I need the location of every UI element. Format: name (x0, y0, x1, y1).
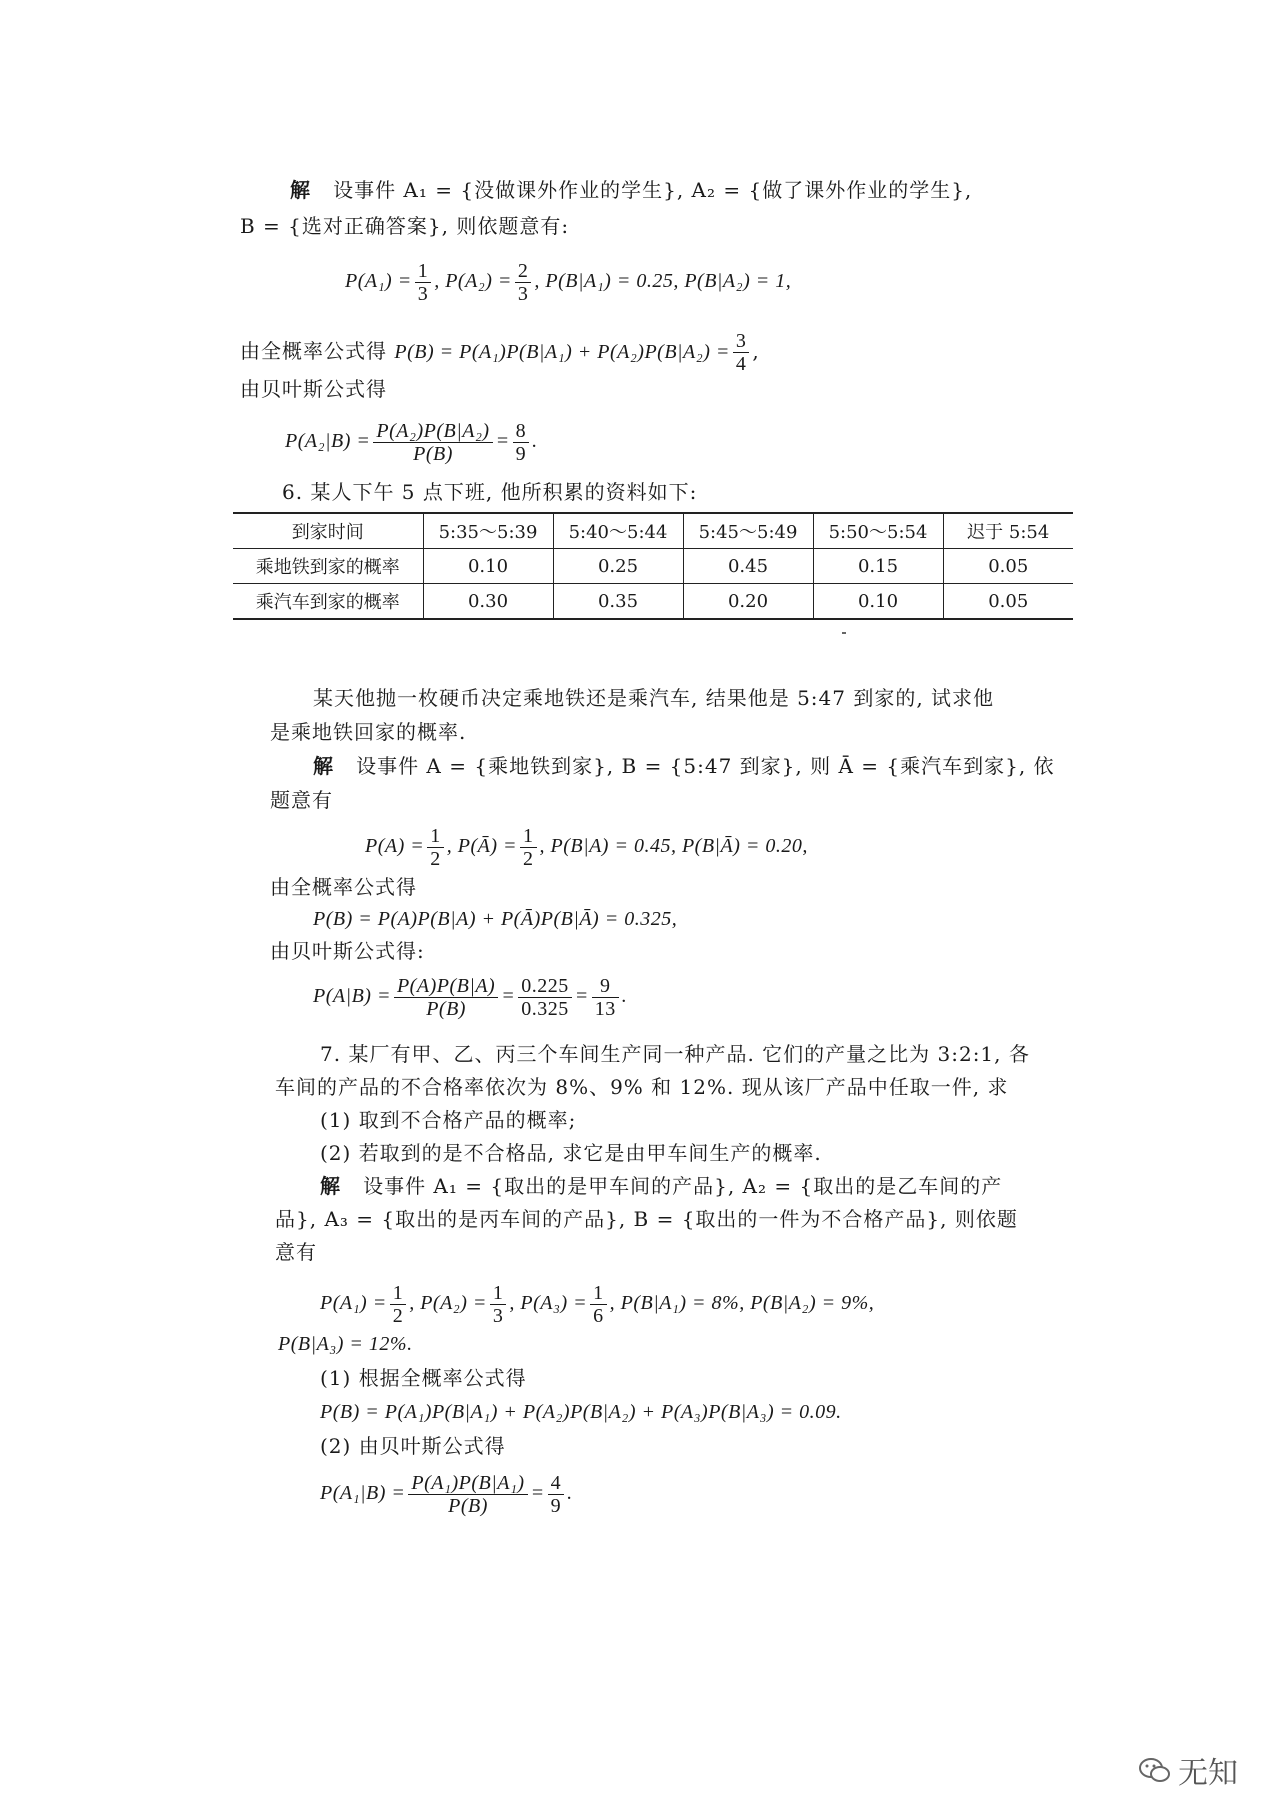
p7-part-2-label: (2) 由贝叶斯公式得 (320, 1434, 506, 1458)
p7-equation-2: P(B|A₃) = 12%. (278, 1333, 413, 1355)
p6-bayes-equals-1: = (501, 985, 516, 1008)
table-cell: 0.10 (423, 549, 553, 584)
table-cell: 0.45 (683, 549, 813, 584)
p5-eq1-part-a: P(A₁) = (345, 270, 412, 293)
p7-eq1-f3-num: 1 (590, 1282, 607, 1305)
table-cell: 0.20 (683, 584, 813, 620)
p6-bayes-fraction-3 (592, 975, 619, 1020)
table-cell: 0.05 (943, 584, 1073, 620)
p5-bayes-fraction-2 (513, 420, 530, 465)
table-cell: 0.15 (813, 549, 943, 584)
table-header-cell: 到家时间 (233, 513, 423, 549)
wechat-icon (1138, 1756, 1172, 1794)
p6-bayes-fraction-1 (394, 975, 498, 1020)
p7-bayes-f1-num: P(A₁)P(B|A₁) (408, 1472, 527, 1495)
p7-eq1-fraction-2 (490, 1282, 507, 1327)
p7-eq1-part-d: , P(B|A₁) = 8%, P(B|A₂) = 9%, (609, 1292, 875, 1315)
p5-total-prob-expr: P(B) = P(A₁)P(B|A₁) + P(A₂)P(B|A₂) = (394, 341, 730, 363)
table-cell: 0.10 (813, 584, 943, 620)
table-cell: 0.35 (553, 584, 683, 620)
table-row-subway (233, 549, 1073, 584)
p6-eq1-part-a: P(A) = (365, 835, 425, 858)
p5-total-prob-comma: , (752, 339, 760, 363)
p7-bayes-lhs: P(A₁|B) = (320, 1482, 406, 1505)
p5-bayes-lhs: P(A₂|B) = (285, 430, 371, 453)
p7-bayes-fraction-1 (408, 1472, 527, 1517)
p5-eq1-f2-den: 3 (517, 283, 529, 305)
p6-eq1-fraction-1 (427, 825, 444, 870)
p7-question-line-2: 车间的产品的不合格率依次为 8%、9% 和 12%. 现从该厂产品中任取一件, 求 (275, 1075, 1009, 1099)
p7-bayes-period: . (567, 1482, 573, 1505)
p7-solution-line-1 (320, 1172, 1002, 1200)
p7-eq1-f2-num: 1 (490, 1282, 507, 1305)
p5-solution-text-1: 设事件 A₁ = {没做课外作业的学生}, A₂ = {做了课外作业的学生}, (333, 178, 973, 202)
p7-eq1-f3-den: 6 (593, 1305, 604, 1327)
p5-eq1-fraction-2 (515, 260, 532, 305)
p7-bayes-f2-num: 4 (548, 1472, 565, 1495)
p6-solution-label: 解 (313, 754, 334, 778)
table-header-row (233, 513, 1073, 549)
p6-eq1-f1-den: 2 (430, 848, 441, 870)
p5-bayes-f1-den: P(B) (413, 443, 453, 465)
p6-total-prob-label: 由全概率公式得 (270, 875, 417, 899)
table-header-cell: 迟于 5:54 (943, 513, 1073, 549)
table-cell: 0.30 (423, 584, 553, 620)
p5-bayes-f2-num: 8 (513, 420, 530, 443)
p6-eq1-part-b: , P(Ā) = (446, 835, 517, 858)
p6-bayes-f3-den: 13 (594, 998, 616, 1020)
p5-bayes-label: 由贝叶斯公式得 (240, 377, 387, 401)
p6-solution-line-1 (313, 752, 1055, 780)
p7-eq1-f2-den: 3 (492, 1305, 504, 1327)
p5-eq1-f1-num: 1 (415, 260, 432, 283)
p5-solution-label: 解 (290, 178, 311, 202)
p6-bayes-equals-2: = (574, 985, 589, 1008)
p7-eq1-part-c: , P(A₃) = (509, 1292, 588, 1315)
p7-eq1-fraction-3 (590, 1282, 607, 1327)
scan-speck (842, 632, 846, 634)
p7-bayes-f2-den: 9 (550, 1495, 562, 1517)
p7-bayes-equals: = (530, 1482, 545, 1505)
p7-bayes-equation (320, 1472, 573, 1517)
p6-bayes-fraction-2 (518, 975, 572, 1020)
watermark-text: 无知 (1178, 1756, 1238, 1791)
p6-bayes-label: 由贝叶斯公式得: (270, 939, 425, 963)
p7-bayes-fraction-2 (548, 1472, 565, 1517)
p7-solution-label: 解 (320, 1174, 341, 1198)
p7-solution-text-1: 设事件 A₁ = {取出的是甲车间的产品}, A₂ = {取出的是乙车间的产 (363, 1174, 1003, 1198)
p6-eq1-f2-den: 2 (523, 848, 534, 870)
p5-eq1-fraction-1 (415, 260, 432, 305)
p6-bayes-f1-den: P(B) (426, 998, 466, 1020)
p6-bayes-equation (313, 975, 627, 1020)
p7-eq1-f1-num: 1 (390, 1282, 407, 1305)
p7-solution-line-3: 意有 (275, 1240, 317, 1264)
p6-bayes-lhs: P(A|B) = (313, 985, 391, 1008)
watermark (1138, 1748, 1238, 1794)
p6-solution-line-2: 题意有 (270, 788, 333, 812)
p6-bayes-period: . (621, 985, 628, 1008)
arrival-time-table (233, 512, 1073, 620)
table-cell: 乘地铁到家的概率 (233, 549, 423, 584)
p5-total-probability-line (240, 330, 760, 375)
p5-eq1-f2-num: 2 (515, 260, 532, 283)
p5-solution-line-2: B = {选对正确答案}, 则依题意有: (240, 214, 570, 238)
p6-eq1-f2-num: 1 (520, 825, 537, 848)
p7-equation-1 (320, 1282, 874, 1327)
p6-eq1-fraction-2 (520, 825, 537, 870)
table-cell: 0.05 (943, 549, 1073, 584)
p6-bayes-f2-num: 0.225 (518, 975, 572, 998)
p6-bayes-f3-num: 9 (592, 975, 619, 998)
p5-eq1-part-b: , P(A₂) = (434, 270, 512, 293)
p5-bayes-equals: = (495, 430, 510, 453)
p7-bayes-f1-den: P(B) (448, 1495, 488, 1517)
p6-question: 6. 某人下午 5 点下班, 他所积累的资料如下: (282, 480, 698, 504)
p6-eq1-part-c: , P(B|A) = 0.45, P(B|Ā) = 0.20, (539, 835, 808, 858)
p6-equation-1 (365, 825, 808, 870)
p5-bayes-equation (285, 420, 538, 465)
p5-bayes-period: . (532, 430, 538, 453)
p5-total-prob-num: 3 (733, 330, 750, 353)
p7-question-line-1: 7. 某厂有甲、乙、丙三个车间生产同一种产品. 它们的产量之比为 3:2:1, 各 (320, 1042, 1030, 1066)
p5-total-prob-fraction (733, 330, 750, 375)
p5-bayes-fraction-1 (373, 420, 492, 465)
p6-question-line-3: 是乘地铁回家的概率. (270, 720, 467, 744)
table-header-cell: 5:40～5:44 (553, 513, 683, 549)
p5-equation-1 (345, 260, 791, 305)
p6-total-prob-expr: P(B) = P(A)P(B|A) + P(Ā)P(B|Ā) = 0.325, (313, 908, 678, 930)
table-header-cell: 5:35～5:39 (423, 513, 553, 549)
p7-eq1-part-b: , P(A₂) = (409, 1292, 487, 1315)
p5-total-prob-den: 4 (735, 353, 747, 375)
p7-eq1-part-a: P(A₁) = (320, 1292, 387, 1315)
p7-question-part-1: (1) 取到不合格产品的概率; (320, 1108, 577, 1132)
p6-eq1-f1-num: 1 (427, 825, 444, 848)
p7-eq1-f1-den: 2 (392, 1305, 404, 1327)
p7-part-1-label: (1) 根据全概率公式得 (320, 1366, 527, 1390)
p5-total-prob-label: 由全概率公式得 (240, 339, 387, 363)
p6-bayes-f2-den: 0.325 (521, 998, 569, 1020)
p7-eq1-fraction-1 (390, 1282, 407, 1327)
table-cell: 乘汽车到家的概率 (233, 584, 423, 620)
p6-question-line-2: 某天他抛一枚硬币决定乘地铁还是乘汽车, 结果他是 5:47 到家的, 试求他 (313, 686, 995, 710)
p6-solution-text-1: 设事件 A = {乘地铁到家}, B = {5:47 到家}, 则 Ā = {乘汽车到家}, 依 (356, 754, 1055, 778)
p7-question-part-2: (2) 若取到的是不合格品, 求它是由甲车间生产的概率. (320, 1141, 822, 1165)
p6-bayes-f1-num: P(A)P(B|A) (394, 975, 498, 998)
p5-solution-line-1 (290, 176, 972, 204)
table-header-cell: 5:50～5:54 (813, 513, 943, 549)
p5-eq1-f1-den: 3 (417, 283, 429, 305)
table-row-bus (233, 584, 1073, 620)
table-cell: 0.25 (553, 549, 683, 584)
p7-solution-line-2: 品}, A₃ = {取出的是丙车间的产品}, B = {取出的一件为不合格产品}, 则依题 (275, 1207, 1018, 1231)
p5-bayes-f1-num: P(A₂)P(B|A₂) (373, 420, 492, 443)
table-header-cell: 5:45～5:49 (683, 513, 813, 549)
p5-bayes-f2-den: 9 (515, 443, 527, 465)
p7-total-prob-expr: P(B) = P(A₁)P(B|A₁) + P(A₂)P(B|A₂) + P(A₃)P(B|A₃) = 0.09. (320, 1401, 842, 1423)
p5-eq1-part-c: , P(B|A₁) = 0.25, P(B|A₂) = 1, (534, 270, 792, 293)
